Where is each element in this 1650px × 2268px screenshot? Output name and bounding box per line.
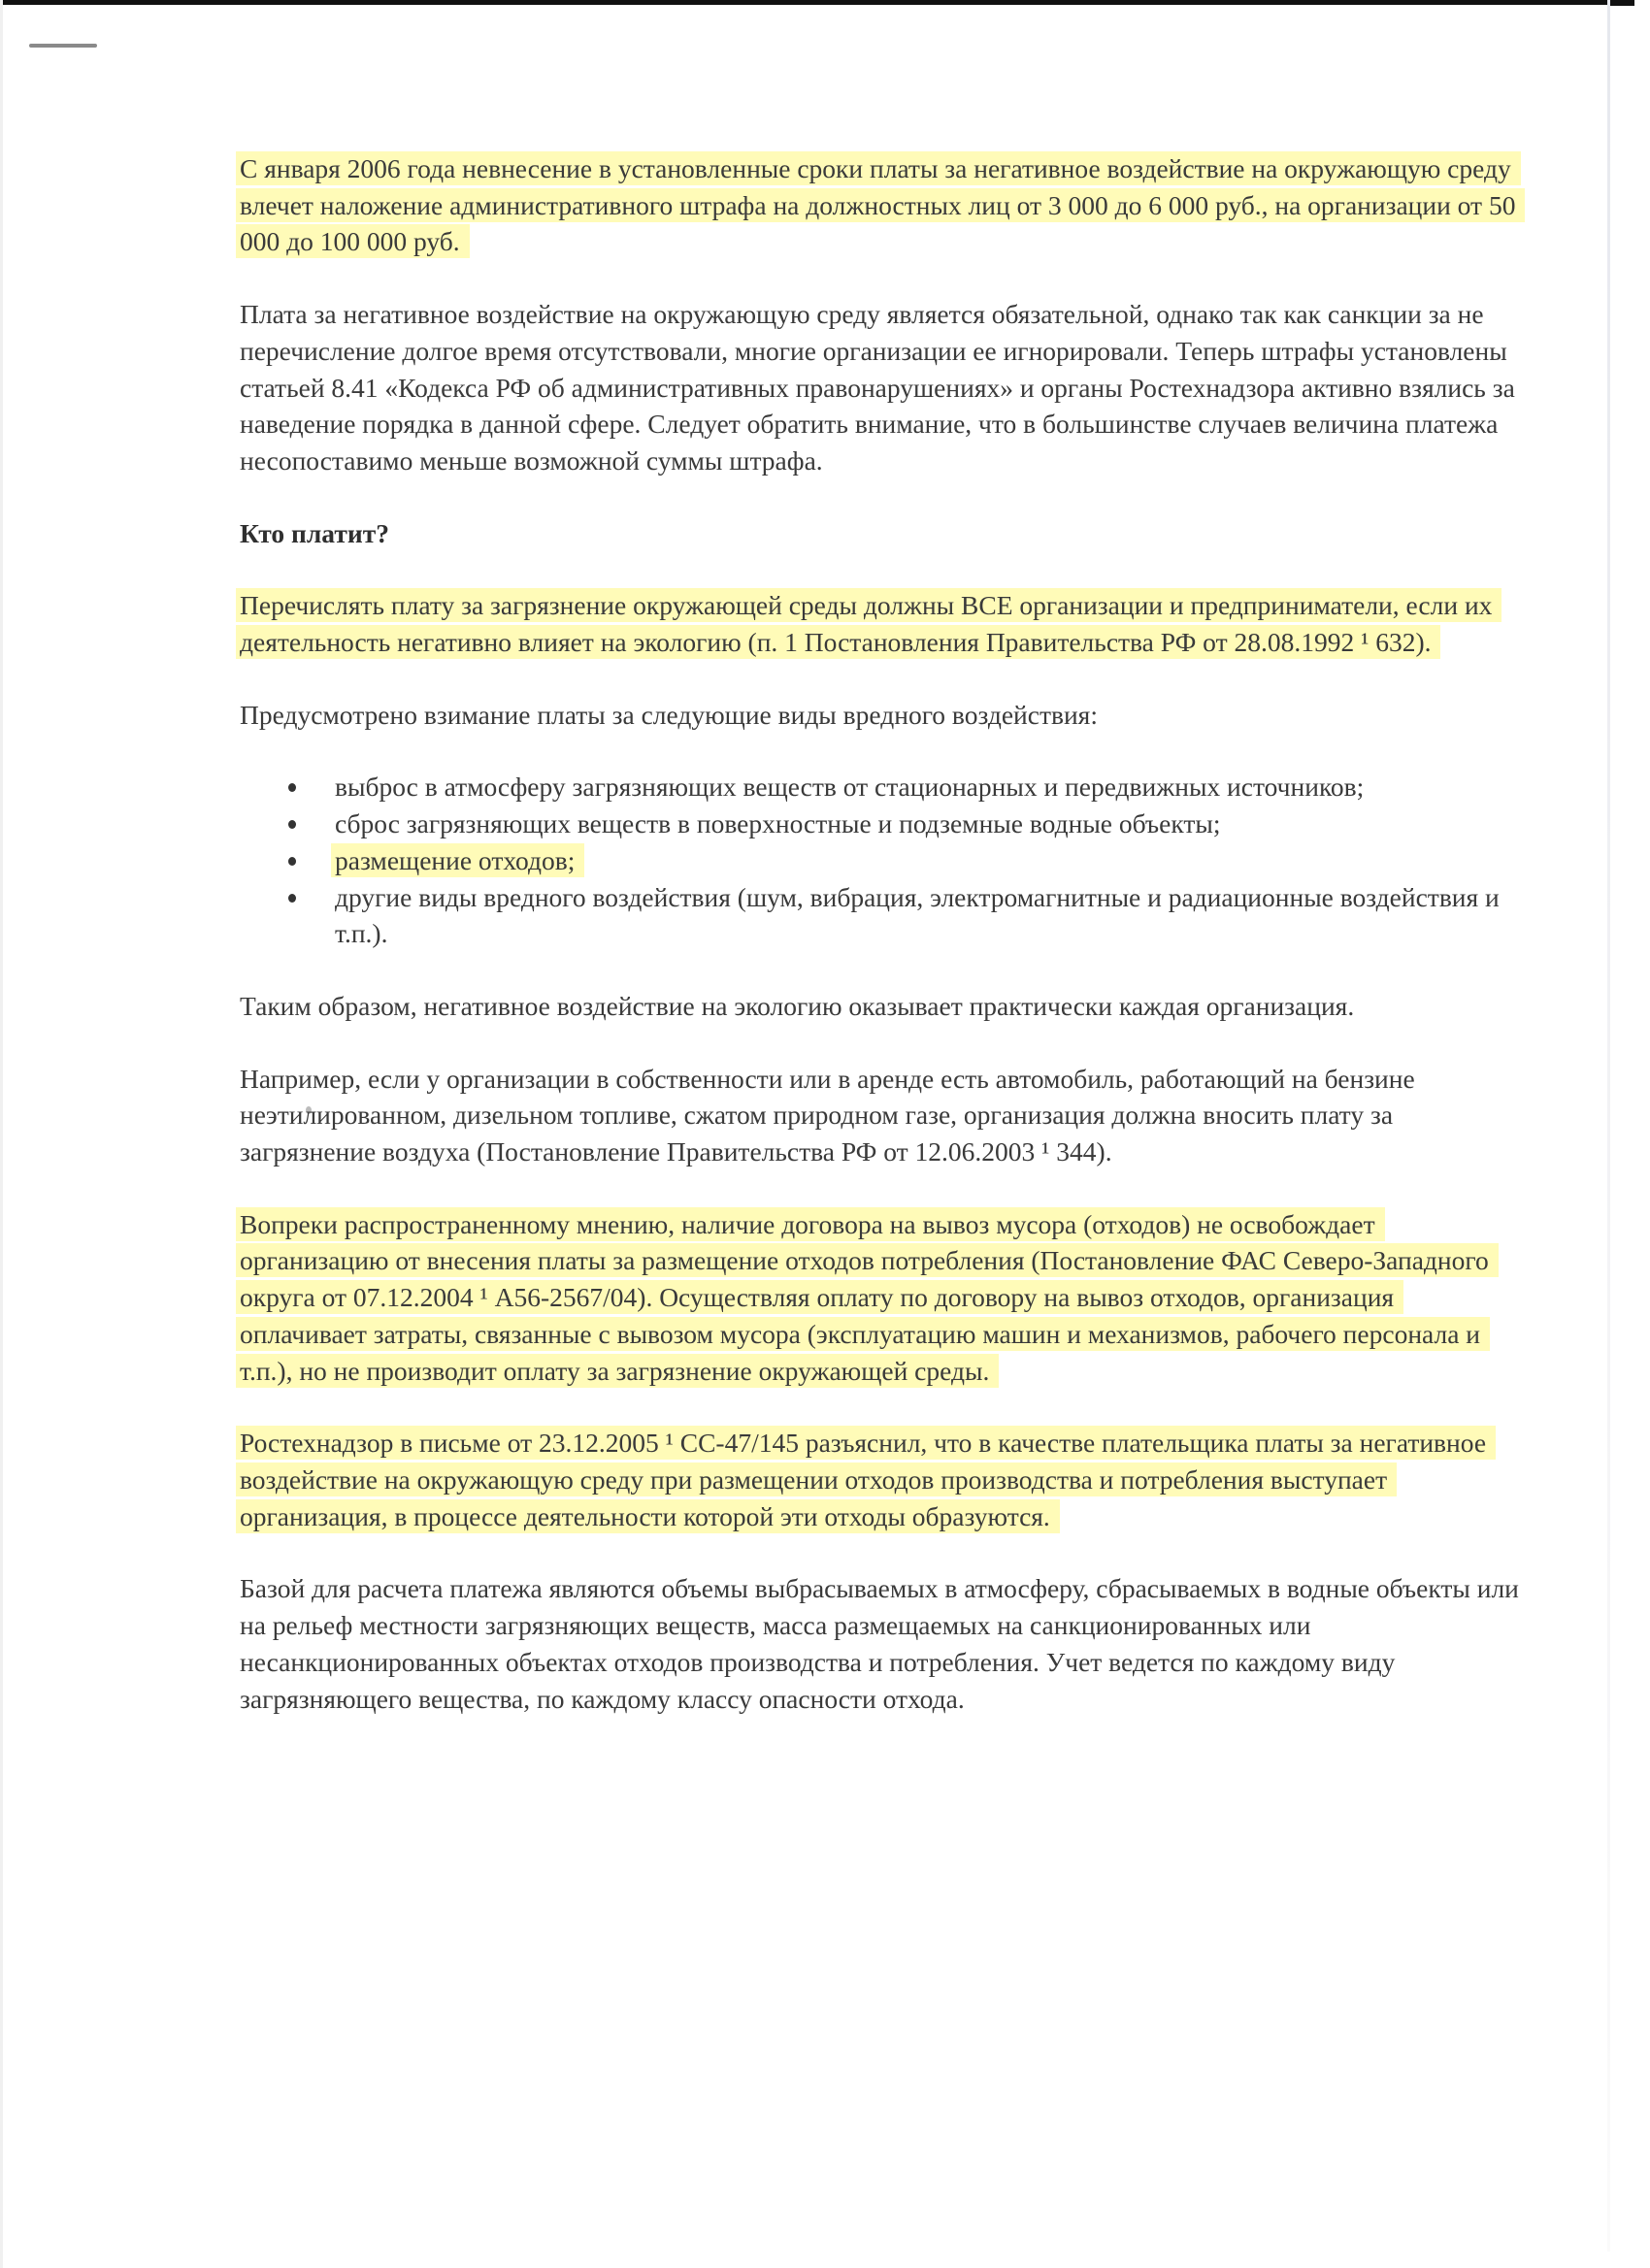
scan-top-border <box>0 0 1611 5</box>
highlighted-text: С января 2006 года невнесение в установленные сроки платы за негативное воздействие на окружающую среду влечет наложение административного штрафа на должностных лиц от 3 000 до 6 000 руб., на организации от 50 000 до 100 000 руб. <box>236 151 1525 258</box>
paragraph-who-pays <box>240 587 1521 660</box>
scan-right-edge <box>1607 0 1610 2252</box>
list-item-text: сброс загрязняющих веществ в поверхностные и подземные водные объекты; <box>335 808 1221 839</box>
list-intro: Предусмотрено взимание платы за следующие виды вредного воздействия: <box>240 699 1098 730</box>
list-item <box>240 805 1521 842</box>
highlighted-text: Вопреки распространенному мнению, наличие договора на вывоз мусора (отходов) не освобождает организацию от внесения платы за размещение отходов потребления (Постановление ФАС Северо-Западного округа от 07.12.2004 ¹ А56-2567/04). Осуществляя оплату по договору на вывоз отходов, организация оплачивает затраты, связанные с вывозом мусора (эксплуатацию машин и механизмов, рабочего персонала и т.п.), но не производит оплату за загрязнение окружающей среды. <box>236 1207 1499 1388</box>
paragraph-example-car: Например, если у организации в собственности или в аренде есть автомобиль, работающий на бензине неэтилированном, дизельном топливе, сжатом природном газе, организация должна вносить плату за загрязнение воздуха (Постановление Правительства РФ от 12.06.2003 ¹ 344). <box>240 1063 1415 1167</box>
paragraph-rostekhnadzor-letter <box>240 1425 1521 1534</box>
bullet-icon <box>288 783 296 792</box>
list-item <box>240 842 1521 879</box>
document-page <box>240 150 1521 1753</box>
pen-mark <box>29 44 97 48</box>
list-item-text: выброс в атмосферу загрязняющих веществ от стационарных и передвижных источников; <box>335 772 1365 803</box>
highlighted-text: Ростехнадзор в письме от 23.12.2005 ¹ СС-47/145 разъяснил, что в качестве плательщика платы за негативное воздействие на окружающую среду при размещении отходов производства и потребления выступает организация, в процессе деятельности которой эти отходы образуются. <box>236 1426 1496 1532</box>
impact-types-list <box>240 769 1521 952</box>
bullet-icon <box>288 894 296 903</box>
list-item-text-highlighted: размещение отходов; <box>331 843 584 877</box>
scan-corner-mark <box>1607 0 1634 6</box>
paragraph-mandatory-payment: Плата за негативное воздействие на окружающую среду является обязательной, однако так как санкции за не перечисление долгое время отсутствовали, многие организации ее игнорировали. Теперь штрафы установлены статьей 8.41 «Кодекса РФ об административных правонарушениях» и органы Ростехнадзора активно взялись за наведение порядка в данной сфере. Следует обратить внимание, что в большинстве случаев величина платежа несопоставимо меньше возможной суммы штрафа. <box>240 299 1515 476</box>
scan-left-edge <box>0 0 3 2268</box>
list-item <box>240 769 1521 805</box>
paragraph-conclusion: Таким образом, негативное воздействие на экологию оказывает практически каждая организация. <box>240 990 1355 1021</box>
list-item <box>240 879 1521 952</box>
list-item-text: другие виды вредного воздействия (шум, вибрация, электромагнитные и радиационные воздействия и т.п.). <box>335 881 1500 949</box>
paragraph-calculation-base: Базой для расчета платежа являются объемы выбрасываемых в атмосферу, сбрасываемых в водные объекты или на рельеф местности загрязняющих веществ, масса размещаемых на санкционированных или несанкционированных объектах отходов производства и потребления. Учет ведется по каждому виду загрязняющего вещества, по каждому классу опасности отхода. <box>240 1573 1519 1714</box>
paragraph-waste-contract <box>240 1206 1521 1390</box>
paragraph-fine-intro <box>240 150 1521 260</box>
bullet-icon <box>288 857 296 866</box>
section-heading: Кто платит? <box>240 517 389 548</box>
bullet-icon <box>288 820 296 829</box>
highlighted-text: Перечислять плату за загрязнение окружающей среды должны ВСЕ организации и предприниматели, если их деятельность негативно влияет на экологию (п. 1 Постановления Правительства РФ от 28.08.1992 ¹ 632). <box>236 588 1502 659</box>
